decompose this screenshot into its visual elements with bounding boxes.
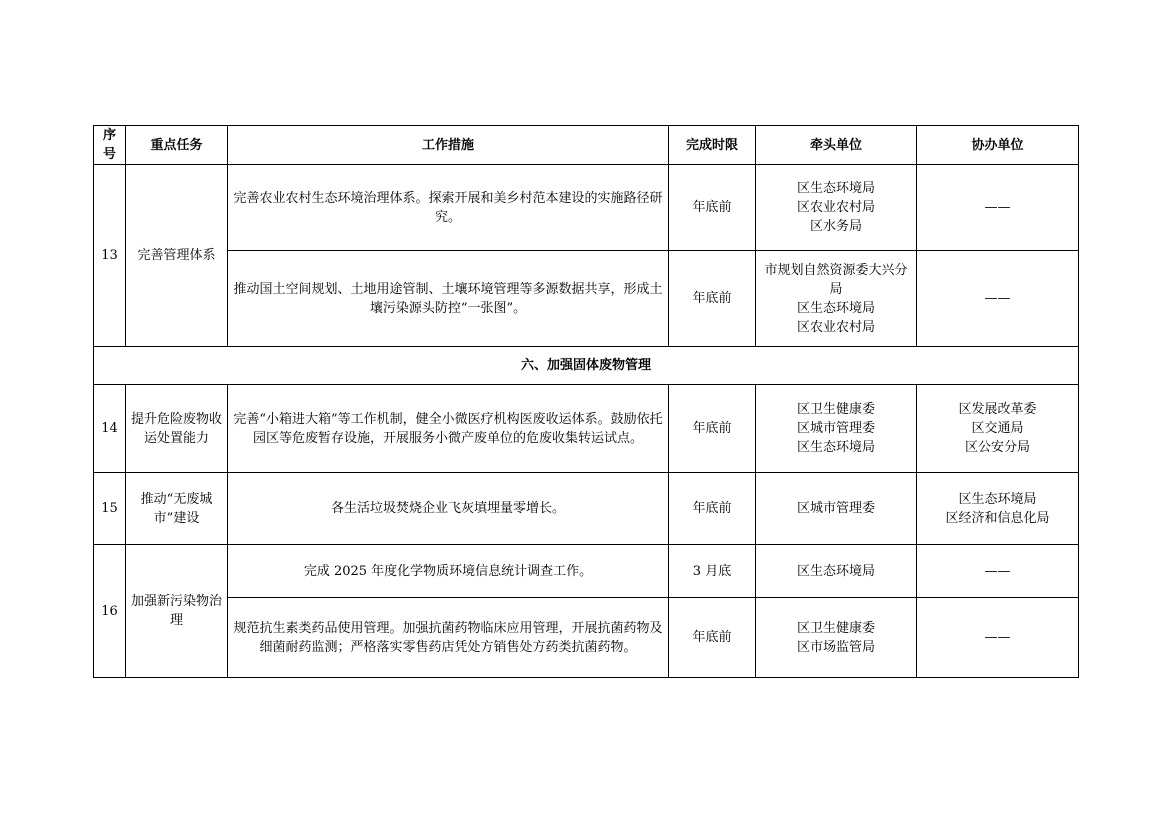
assist-unit: 区交通局 <box>971 421 1024 436</box>
row-measure: 完善农业农村生态环境治理体系。探索开展和美乡村范本建设的实施路径研究。 <box>228 165 669 251</box>
lead-unit: 市规划自然资源委大兴分局 <box>764 262 908 297</box>
row-no: 13 <box>94 165 126 347</box>
section-title: 六、加强固体废物管理 <box>94 347 1079 385</box>
header-lead: 牵头单位 <box>756 126 917 165</box>
row-assist <box>917 473 1079 545</box>
row-no: 16 <box>94 545 126 678</box>
assist-unit: 区公安分局 <box>964 440 1030 455</box>
row-task: 完善管理体系 <box>126 165 228 347</box>
row-measure: 各生活垃圾焚烧企业飞灰填埋量零增长。 <box>228 473 669 545</box>
row-task: 加强新污染物治理 <box>126 545 228 678</box>
assist-unit: 区生态环境局 <box>958 491 1037 507</box>
row-assist: —— <box>917 598 1079 678</box>
table-row <box>94 545 1079 598</box>
row-deadline: 年底前 <box>669 473 756 545</box>
table-row <box>94 473 1079 545</box>
lead-unit: 区城市管理委 <box>796 421 875 436</box>
row-lead: 区城市管理委 <box>756 473 917 545</box>
row-task: 推动“无废城市”建设 <box>126 473 228 545</box>
row-measure: 完成 2025 年度化学物质环境信息统计调查工作。 <box>228 545 669 598</box>
row-assist: —— <box>917 165 1079 251</box>
lead-unit: 区农业农村局 <box>796 319 875 335</box>
header-task: 重点任务 <box>126 126 228 165</box>
lead-unit: 区水务局 <box>809 219 862 234</box>
row-deadline: 年底前 <box>669 598 756 678</box>
lead-unit: 区市场监管局 <box>796 639 875 655</box>
row-deadline: 年底前 <box>669 165 756 251</box>
header-row <box>94 126 1079 165</box>
table-row <box>94 598 1079 678</box>
lead-unit: 区生态环境局 <box>796 181 875 196</box>
row-deadline: 3 月底 <box>669 545 756 598</box>
row-task: 提升危险废物收运处置能力 <box>126 385 228 473</box>
row-lead <box>756 598 917 678</box>
row-assist <box>917 385 1079 473</box>
row-no: 15 <box>94 473 126 545</box>
header-deadline: 完成时限 <box>669 126 756 165</box>
row-deadline: 年底前 <box>669 385 756 473</box>
lead-unit: 区卫生健康委 <box>796 620 875 636</box>
row-lead: 区生态环境局 <box>756 545 917 598</box>
row-measure: 完善“小箱进大箱”等工作机制，健全小微医疗机构医废收运体系。鼓励依托园区等危废暂存设施，开展服务小微产废单位的危废收集转运试点。 <box>228 385 669 473</box>
lead-unit: 区农业农村局 <box>796 200 875 215</box>
header-assist: 协办单位 <box>917 126 1079 165</box>
row-assist: —— <box>917 545 1079 598</box>
lead-unit: 区生态环境局 <box>796 300 875 316</box>
table-row <box>94 251 1079 347</box>
lead-unit: 区生态环境局 <box>796 440 875 455</box>
header-measure: 工作措施 <box>228 126 669 165</box>
assist-unit: 区经济和信息化局 <box>945 510 1050 526</box>
row-no: 14 <box>94 385 126 473</box>
table-row <box>94 165 1079 251</box>
table-row <box>94 385 1079 473</box>
row-measure: 推动国土空间规划、土地用途管制、土壤环境管理等多源数据共享，形成土壤污染源头防控“一张图”。 <box>228 251 669 347</box>
section-row <box>94 347 1079 385</box>
row-assist: —— <box>917 251 1079 347</box>
row-lead <box>756 251 917 347</box>
assist-unit: 区发展改革委 <box>958 402 1037 417</box>
row-measure: 规范抗生素类药品使用管理。加强抗菌药物临床应用管理，开展抗菌药物及细菌耐药监测；严格落实零售药店凭处方销售处方药类抗菌药物。 <box>228 598 669 678</box>
row-lead <box>756 385 917 473</box>
header-no: 序号 <box>94 126 126 165</box>
lead-unit: 区卫生健康委 <box>796 402 875 417</box>
row-lead <box>756 165 917 251</box>
row-deadline: 年底前 <box>669 251 756 347</box>
task-table <box>93 125 1079 678</box>
